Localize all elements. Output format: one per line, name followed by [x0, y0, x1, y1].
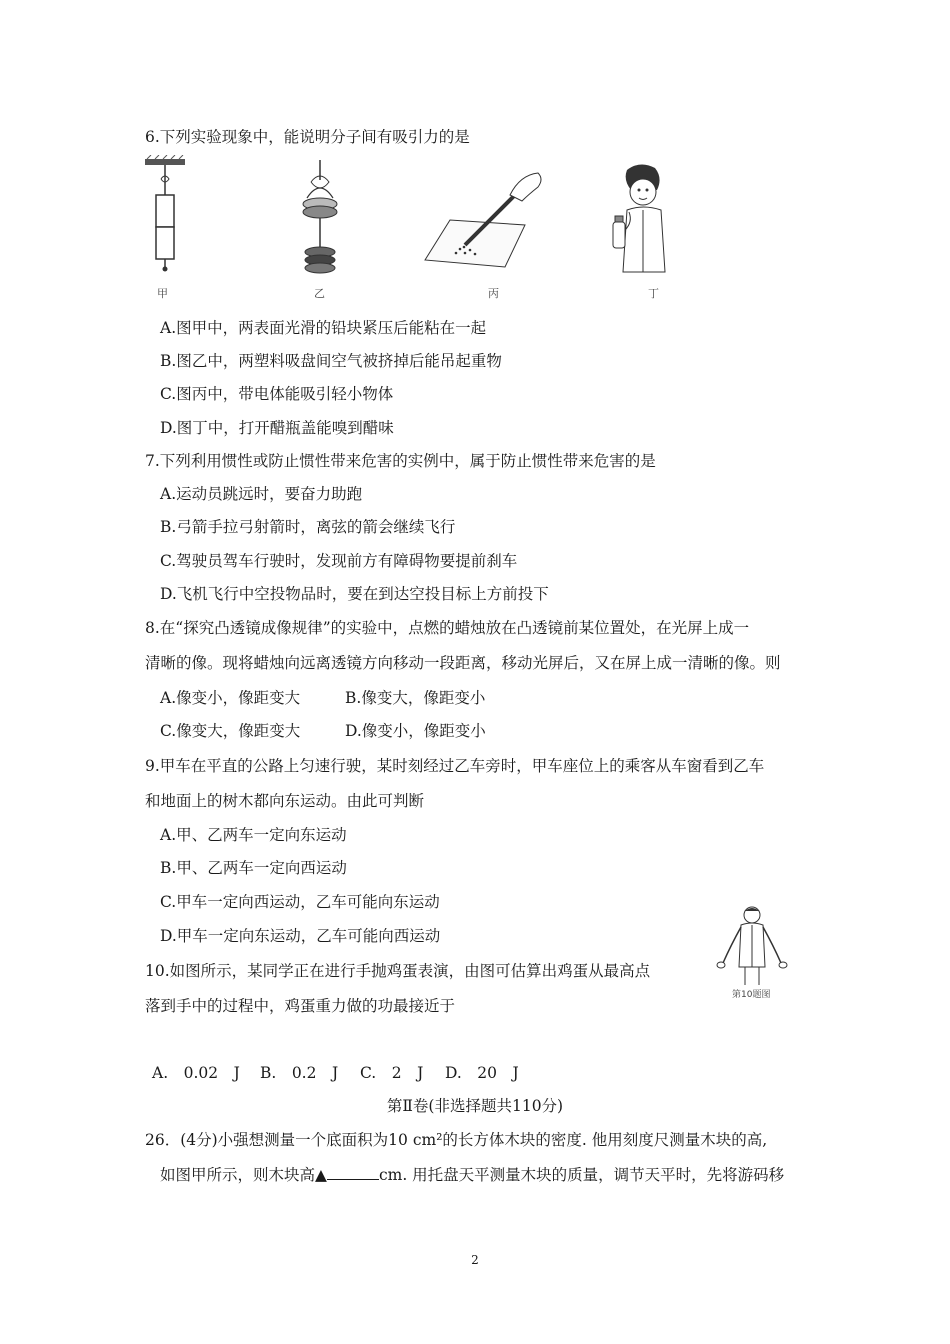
- section-2-title: 第Ⅱ卷(非选择题共110分): [386, 1097, 564, 1115]
- q6-stem: 6.下列实验现象中，能说明分子间有吸引力的是: [145, 128, 470, 146]
- q26-line2-suffix: cm. 用托盘天平测量木块的质量，调节天平时，先将游码移: [378, 1166, 785, 1184]
- q10-option-a: A. 0.02 J: [152, 1064, 240, 1082]
- figure-label-jia: 甲: [157, 287, 168, 300]
- figure-ding: [605, 160, 675, 275]
- q9-stem-line2: 和地面上的树木都向东运动。由此可判断: [145, 792, 425, 810]
- q10-option-c: C. 2 J: [360, 1064, 424, 1082]
- figure-label-ding: 丁: [648, 287, 659, 300]
- answer-blank[interactable]: [327, 1165, 379, 1180]
- q9-option-b: B.甲、乙两车一定向西运动: [160, 859, 347, 877]
- figure-yi: [295, 160, 345, 280]
- q10-stem-line1: 10.如图所示，某同学正在进行手抛鸡蛋表演，由图可估算出鸡蛋从最高点: [145, 962, 651, 980]
- q9-option-d: D.甲车一定向东运动，乙车可能向西运动: [160, 927, 441, 945]
- q8-option-c: C.像变大，像距变大: [160, 722, 301, 740]
- q9-option-a: A.甲、乙两车一定向东运动: [160, 826, 347, 844]
- figure-label-yi: 乙: [314, 287, 325, 300]
- figure-label-bing: 丙: [488, 287, 499, 300]
- q7-option-d: D.飞机飞行中空投物品时，要在到达空投目标上方前投下: [160, 585, 549, 603]
- figure-q10-caption: 第10题图: [732, 990, 771, 1000]
- q7-stem: 7.下列利用惯性或防止惯性带来危害的实例中，属于防止惯性带来危害的是: [145, 452, 656, 470]
- q9-option-c: C.甲车一定向西运动，乙车可能向东运动: [160, 893, 440, 911]
- answer-marker-triangle: ▲: [315, 1166, 327, 1184]
- q8-option-a: A.像变小，像距变大: [160, 689, 301, 707]
- q6-option-b: B.图乙中，两塑料吸盘间空气被挤掉后能吊起重物: [160, 352, 502, 370]
- q9-stem-line1: 9.甲车在平直的公路上匀速行驶，某时刻经过乙车旁时，甲车座位上的乘客从车窗看到乙车: [145, 757, 765, 775]
- q6-option-d: D.图丁中，打开醋瓶盖能嗅到醋味: [160, 419, 394, 437]
- q6-option-c: C.图丙中，带电体能吸引轻小物体: [160, 385, 394, 403]
- q8-stem-line1: 8.在“探究凸透镜成像规律”的实验中，点燃的蜡烛放在凸透镜前某位置处，在光屏上成一: [145, 619, 750, 637]
- figure-jia: [143, 155, 188, 285]
- q8-option-b: B.像变大，像距变小: [345, 689, 486, 707]
- q10-stem-line2: 落到手中的过程中，鸡蛋重力做的功最接近于: [145, 997, 456, 1015]
- page-number: 2: [471, 1253, 479, 1267]
- figure-q10-person: [705, 905, 800, 985]
- q8-stem-line2: 清晰的像。现将蜡烛向远离透镜方向移动一段距离，移动光屏后，又在屏上成一清晰的像。则: [145, 654, 781, 672]
- figure-bing: [420, 165, 545, 275]
- q6-option-a: A.图甲中，两表面光滑的铅块紧压后能粘在一起: [160, 319, 487, 337]
- q26-line2: [160, 1165, 784, 1185]
- q7-option-a: A.运动员跳远时，要奋力助跑: [160, 485, 363, 503]
- q7-option-b: B.弓箭手拉弓射箭时，离弦的箭会继续飞行: [160, 518, 456, 536]
- q26-line1: 26．(4分)小强想测量一个底面积为10 cm²的长方体木块的密度. 他用刻度尺测量木块的高,: [145, 1131, 768, 1149]
- q8-option-d: D.像变小，像距变小: [345, 722, 486, 740]
- q7-option-c: C.驾驶员驾车行驶时，发现前方有障碍物要提前刹车: [160, 552, 518, 570]
- q10-option-d: D. 20 J: [445, 1064, 519, 1082]
- q26-line2-prefix: 如图甲所示，则木块高: [160, 1166, 316, 1184]
- q10-option-b: B. 0.2 J: [260, 1064, 339, 1082]
